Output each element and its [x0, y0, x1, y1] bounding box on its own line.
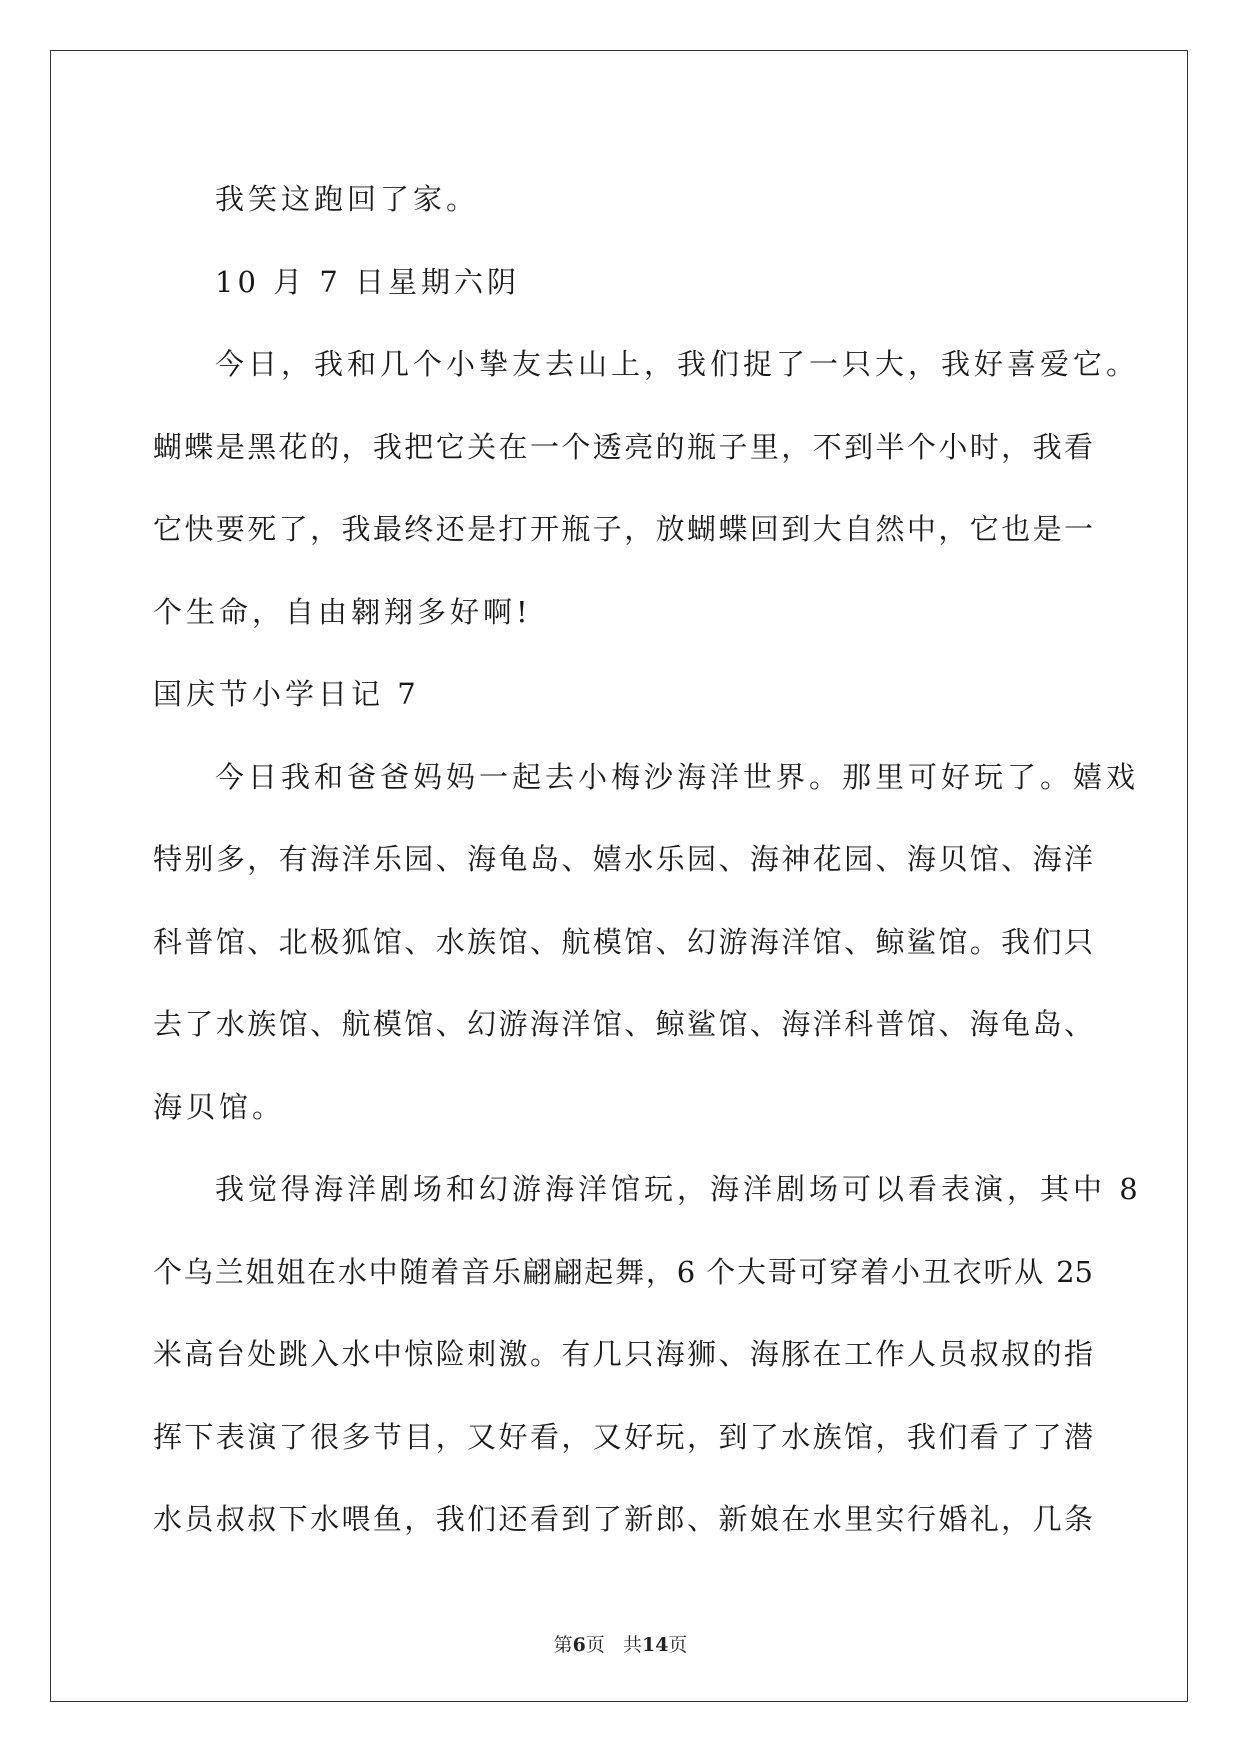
paragraph-line: 今日，我和几个小挚友去山上，我们捉了一只大，我好喜爱它。 [215, 347, 1140, 381]
paragraph-line: 个乌兰姐姐在水中随着音乐翩翩起舞，6 个大哥可穿着小丑衣听从 25 [153, 1254, 1093, 1289]
paragraph-line: 挥下表演了很多节目，又好看，又好玩，到了水族馆，我们看了了潜 [153, 1419, 1093, 1454]
paragraph-line: 我觉得海洋剧场和幻游海洋馆玩，海洋剧场可以看表演，其中 8 [215, 1172, 1142, 1206]
diary-date-heading: 10 月 7 日星期六阴 [215, 264, 521, 299]
total-page-count: 14 [641, 1634, 669, 1656]
document-body [153, 158, 1142, 1561]
footer-total-prefix: 共 [622, 1634, 642, 1656]
paragraph-line: 个生命，自由翱翔多好啊! [153, 594, 532, 629]
paragraph-line: 水员叔叔下水喂鱼，我们还看到了新郎、新娘在水里实行婚礼，几条 [153, 1502, 1093, 1536]
paragraph-line: 我笑这跑回了家。 [215, 182, 480, 216]
current-page-number: 6 [572, 1634, 586, 1656]
section-heading: 国庆节小学日记 7 [153, 677, 420, 711]
paragraph-line: 科普馆、北极狐馆、水族馆、航模馆、幻游海洋馆、鲸鲨馆。我们只 [153, 924, 1093, 959]
page-footer [0, 1630, 1241, 1657]
footer-total-suffix: 页 [668, 1634, 688, 1656]
paragraph-line: 蝴蝶是黑花的，我把它关在一个透亮的瓶子里，不到半个小时，我看 [153, 429, 1093, 464]
paragraph-line: 米高台处跳入水中惊险刺激。有几只海狮、海豚在工作人员叔叔的指 [153, 1337, 1093, 1371]
paragraph-line: 它快要死了，我最终还是打开瓶子，放蝴蝶回到大自然中，它也是一 [153, 512, 1093, 546]
paragraph-line: 海贝馆。 [153, 1089, 286, 1124]
paragraph-line: 今日我和爸爸妈妈一起去小梅沙海洋世界。那里可好玩了。嬉戏 [215, 759, 1140, 794]
paragraph-line: 去了水族馆、航模馆、幻游海洋馆、鲸鲨馆、海洋科普馆、海龟岛、 [153, 1007, 1093, 1041]
paragraph-line: 特别多，有海洋乐园、海龟岛、嬉水乐园、海神花园、海贝馆、海洋 [153, 842, 1093, 876]
footer-page-suffix: 页 [585, 1634, 605, 1656]
footer-prefix: 第 [553, 1634, 573, 1656]
